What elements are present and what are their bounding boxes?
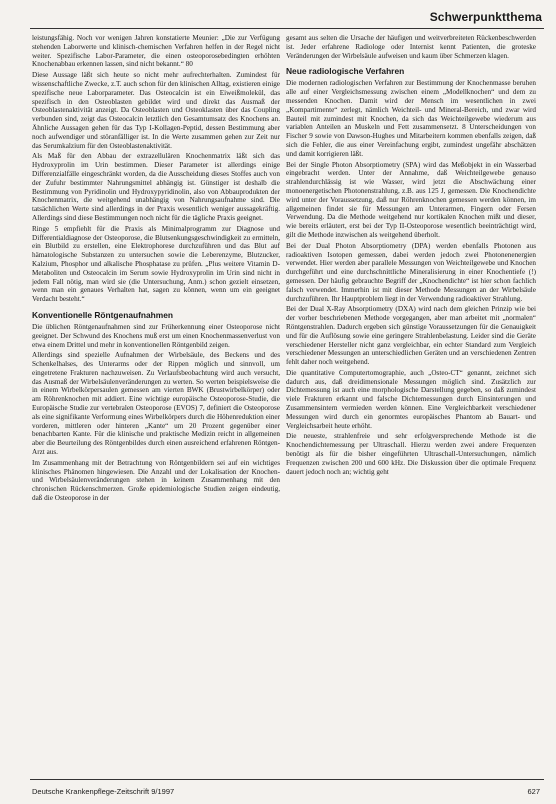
paragraph: Bei der Dual X-Ray Absorptiometry (DXA) wird nach dem gleichen Prinzip wie bei der vorher beschriebenen Methode vorgegangen, aber man arbeitet mit „normalen“ Röntgenstrahlen. Dadurch ergeben sich günstige Voraussetzungen für die Genauigkeit und für die Auflösung sowie eine geringere Strahlenbelastung. Leider sind die Geräte verschiedener Hersteller nicht ganz vergleichbar, ein echter Standard zum Vergleich verschiedener Messungen an unterschiedlichen Geräten und an verschiedenen Zentren fehlt daher noch weitgehend.	[286, 305, 536, 367]
paragraph: Die quantitative Computertomographie, auch „Osteo-CT“ genannt, zeichnet sich dadurch aus, daß dreidimensionale Messungen möglich sind. Zusätzlich zur Dichtemessung ist auch eine morphologische Darstellung gegeben, so daß zumindest viele Frakturen erkannt und falsche Dichtemessungen durch Einsinterungen und Zusammensintern vermieden werden können. Eine Vergleichbarkeit verschiedener Messungen wird durch ein genormtes europäisches Phantom ab Bauart- und Vergleichsarbeit heute erhöht.	[286, 368, 536, 430]
header-rule	[30, 28, 544, 29]
paragraph: Im Zusammenhang mit der Betrachtung von Röntgenbildern sei auf ein wichtiges klinisches Phänomen hingewiesen. Die Anzahl und der Lokalisation der Knochen- und Wirbelsäulenveränderungen stehen in keinem Zusammenhang mit den chronischen Rückenschmerzen. Große epidemiologische Studien zeigen eindeutig, daß die Osteoporose in der	[32, 458, 280, 503]
paragraph: Die neueste, strahlenfreie und sehr erfolgversprechende Methode ist die Knochendichtemessung per Ultraschall. Hierzu werden zwei andere Frequenzen benötigt als für die bisher eingeführten Ultraschall-Untersuchungen, nämlich Frequenzen zwischen 200 und 600 kHz. Die Diskussion über die optimale Frequenz dauert jedoch noch an; wichtig geht	[286, 432, 536, 476]
paragraph: Bei der Single Photon Absorptiometry (SPA) wird das Meßobjekt in ein Wasserbad eingebracht werden. Unter der Annahme, daß Weichteilgewebe genauso strahlendurchlässig ist wie Wasser, wird jetzt die Abschwächung einer monoenergetischen Photonenstrahlung, z.B. aus 125 J, gemessen. Die Knochendichte wird unter der Voraussetzung, daß nur Röhrenknochen gemessen werden können, im allgemeinen findet sie für Messungen am Unterarmen, Fingern oder Fersen Verwendung. Da die Methode weitgehend nur kortikalen Knochen mißt und dieser, wie bereits erläutert, erst bei der Typ II-Osteoporose wesentlich beeinträchtigt wird, gilt die Methode inzwischen als weitgehend überholt.	[286, 160, 536, 239]
footer-rule	[30, 779, 544, 780]
journal-citation: Deutsche Krankenpflege-Zeitschrift 9/1997	[32, 787, 175, 796]
paragraph: Allerdings sind spezielle Aufnahmen der Wirbelsäule, des Beckens und des Schenkelhalses, des Unterarms oder der Rippen möglich und sinnvoll, um eingetretene Frakturen nachzuweisen. Zu Verlaufsbeobachtung wird auch versucht, das Ausmaß der Wirbelsäulenveränderungen zu werten. So werten beispielsweise die in einem Wirbelkörpersaulen gemessen am vierten BWK (Brustwirbelkörper) oder am Röhrenknochen mit addiert. Eine wichtige europäische Osteoporose-Studie, die Europäische Studie zur vertebralen Osteoporose (EVOS) 7, definiert die Osteoporose als eine signifikante Verformung eines Wirbelkörpers durch die Höhenreduktion einer vorderen, mittleren oder hinteren „Kante“ um 20 Prozent gegenüber einer benachbarten Kante. Für die klinische und praktische Medizin reicht in allgemeinen aber die Beurteilung des Röntgenbildes durch einen ausreichend erfahrenen Röntgen-Arzt aus.	[32, 351, 280, 457]
paragraph: Ringe 5 empfiehlt für die Praxis als Minimalprogramm zur Diagnose und Differentialdiagnose der Osteoporose, die Blutsenkungsgeschwindigkeit zu ermitteln, ein Blutbild zu erstellen, eine Elektrophorese durchzuführen und das Blut auf hämatologische Substanzen zu untersuchen sowie die Leberenzyme, Blutzucker, Kalzium, Phosphor und alkalische Phosphatase zu prüfen. „Plus weitere Vitamin D-Metaboliten und Osteocalcin im Serum sowie Hydroxyprolin im Urin sind nicht in jedem Fall nötig, man wird sie (die Untersuchung, Anm.) schon gezielt einsetzen, wenn man ein genaues Verhalten hat, sagen zu können, wenn um ein geeignet Verdacht besteht.“	[32, 224, 280, 304]
section-heading: Neue radiologische Verfahren	[286, 66, 405, 77]
section-heading: Konventionelle Röntgenaufnahmen	[32, 309, 173, 320]
paragraph: leistungsfähig. Noch vor wenigen Jahren konstatierte Meunier: „Die zur Verfügung stehenden Laborwerte und klinisch-chemischen Verfahren helfen in der Regel nicht weiter. Spezifische Labor-Parameter, die einen osteoporosebedingten erhöhten Knochenabbau erkennen lassen, sind nicht bekannt.“ 80	[32, 34, 280, 69]
paragraph: Als Maß für den Abbau der extrazellulären Knochenmatrix läßt sich das Hydroxyprolin im Urin bestimmen. Dieser Parameter ist allerdings einige Differenzialfälle eingeschränkt worden, da die Ausscheidung dieses Stoffes auch von der Zufuhr bestimmter Nahrungsmittel abhängig ist. Günstiger ist deshalb die Bestimmung von Pyridinolin und Hydroxypyridinolin, also von Abbauprodukten der Knochenmatrix, die weitgehend unabhängig von Nahrungsaufnahme sind. Die tatsächlichen Werte sind allerdings in der Praxis wesentlich weniger aussagekräftig. Allerdings sind diese Bestimmungen noch nicht für die tägliche Praxis geeignet.	[32, 152, 280, 222]
section-title: Schwerpunktthema	[429, 10, 542, 24]
paragraph: Die modernen radiologischen Verfahren zur Bestimmung der Knochenmasse beruhen alle auf einer Vergleichsmessung zwischen einem „Modellknochen“ und dem zu messenden Knochen. Damit wird der Mensch im wesentlichen in zwei „Kompartimente“ zerlegt, nämlich Weichteil- und Mineral-Bereich, und zwar wird Bauteil mit zumindest mit Knochen, da sich das Weichteilgewebe wiederum aus variablen Anteilen an Muskeln und Fett zusammensetzt. 8 Unterscheidungen von Fischer 9 sowie von Dawson-Hughes und Mitarbeitern kommen ebenfalls zeigen, daß sich die Fehler, die aus einer Vereinfachung ergibt, zumindest ungefähr abschätzen und damit korrigieren läßt.	[286, 79, 536, 158]
left-column	[32, 34, 280, 505]
paragraph: Die üblichen Röntgenaufnahmen sind zur Früherkennung einer Osteoporose nicht geeignet. Der Schwund des Knochens muß erst um einen Knochenmassenverlust von etwa einem Drittel und mehr in konventionellen Röntgenbild zeigen.	[32, 322, 280, 349]
paragraph: Bei der Dual Photon Absorptiometry (DPA) werden ebenfalls Photonen aus radioaktiven Isotopen gemessen, dabei werden jedoch zwei Photonenenergien verwendet. Hier werden aber parallele Messungen von Weichteilgewebe und Knochen durchgeführt und eine durchschnittliche Mineralisierung in einer Knochentiefe (!) gemessen. Der häufig gebrauchte Begriff der „Knochendichte“ ist hier schon fachlich falsch verwendet. Immerhin ist mit dieser Methode Messungen an der Wirbelsäule durchzuführen. Ihr Hauptproblem liegt in der Verwendung radioaktiver Strahlung.	[286, 241, 536, 303]
paragraph: gesamt aus selten die Ursache der häufigen und weitverbreiteten Rückenbeschwerden ist. Jeder erfahrene Radiologe oder Internist kennt Patienten, die groteske Veränderungen der Wirbelsäule aufweisen und kaum über Schmerzen klagen.	[286, 34, 536, 60]
paragraph: Diese Aussage läßt sich heute so nicht mehr aufrechterhalten. Zumindest für wissenschaftliche Zwecke, z.T. auch schon für den klinischen Alltag, existieren einige spezifische neue Laborparameter. Das Osteocalcin ist ein Eiweißmolekül, das spezifisch in den Osteoblasten gebildet wird und direkt das Ausmaß der Osteoblastenaktivität anzeigt. Da Osteoblasten und Osteoklasten über das Coupling verbunden sind, zeigt das Osteocalcin letztlich den Gesamtumsatz des Knochens an. Ähnliche Aussagen gehen für das Typ I-Kollagen-Peptid, dessen Bestimmung aber noch aufwendiger und störanfälliger ist. In die Werte zusammen gehen zur Zeit nur das Serumkalzium für den Osteoblastenaktivität.	[32, 71, 280, 150]
right-column	[286, 34, 536, 478]
page-number: 627	[527, 787, 540, 796]
